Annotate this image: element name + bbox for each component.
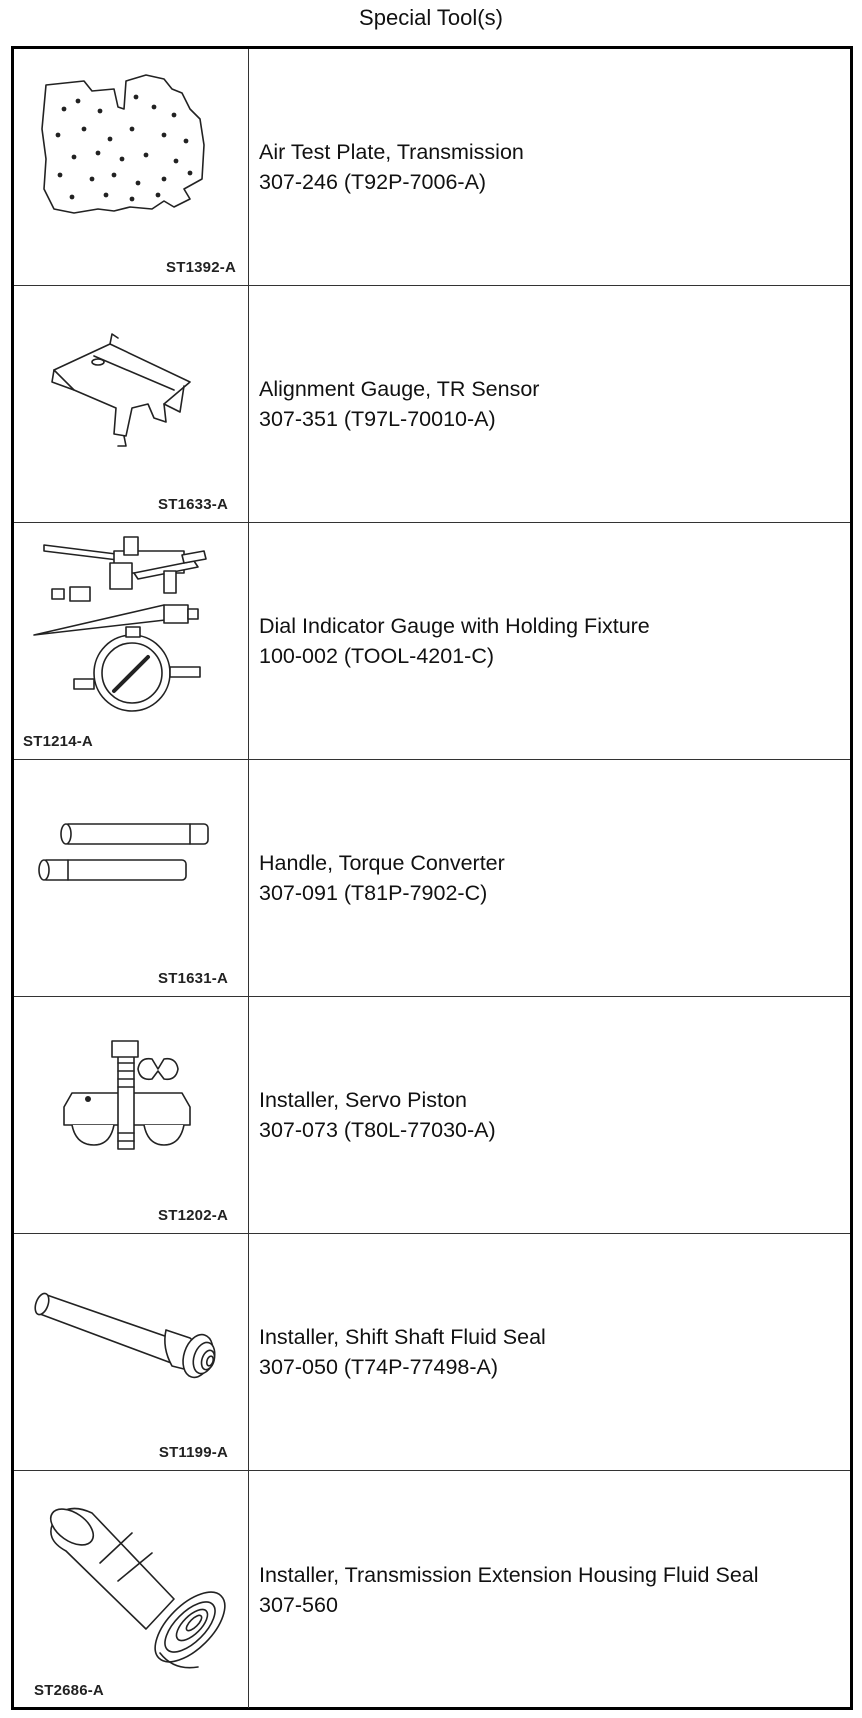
illustration-code: ST1202-A (158, 1207, 228, 1224)
tool-description (259, 1471, 847, 1708)
tool-name: Alignment Gauge, TR Sensor (259, 377, 540, 401)
tool-illustration-cell (14, 1471, 249, 1708)
alignment-gauge-drawing (14, 286, 248, 522)
tool-description (259, 49, 847, 285)
tool-name: Installer, Shift Shaft Fluid Seal (259, 1325, 546, 1349)
dial-indicator-drawing (14, 523, 248, 759)
tool-number: 100-002 (TOOL-4201-C) (259, 644, 495, 668)
tool-row (14, 1234, 850, 1471)
tool-description (259, 523, 847, 759)
illustration-code: ST1633-A (158, 496, 228, 513)
tool-name: Dial Indicator Gauge with Holding Fixture (259, 614, 650, 638)
illustration-code: ST1392-A (166, 259, 236, 276)
tool-illustration-cell (14, 286, 249, 522)
tool-description (259, 1234, 847, 1470)
air-test-plate-drawing (14, 49, 248, 285)
tool-row (14, 49, 850, 286)
illustration-code: ST1631-A (158, 970, 228, 987)
seal-installer-drawing (14, 1234, 248, 1470)
tool-description (259, 997, 847, 1233)
illustration-code: ST1214-A (23, 733, 93, 750)
tool-description (259, 286, 847, 522)
tool-illustration-cell (14, 997, 249, 1233)
tool-row (14, 1471, 850, 1708)
tool-row (14, 997, 850, 1234)
tool-number: 307-351 (T97L-70010-A) (259, 407, 496, 431)
tool-row (14, 286, 850, 523)
tool-illustration-cell (14, 523, 249, 759)
illustration-code: ST1199-A (158, 1444, 228, 1461)
tool-number: 307-246 (T92P-7006-A) (259, 170, 487, 194)
tool-illustration-cell (14, 1234, 249, 1470)
servo-piston-installer-drawing (14, 997, 248, 1233)
extension-seal-installer-drawing (14, 1471, 248, 1707)
tool-number: 307-073 (T80L-77030-A) (259, 1118, 496, 1142)
tool-illustration-cell (14, 49, 249, 285)
illustration-code: ST2686-A (34, 1682, 104, 1699)
tool-name: Installer, Transmission Extension Housing Fluid Seal (259, 1562, 759, 1587)
tool-name: Air Test Plate, Transmission (259, 140, 524, 164)
tool-description (259, 760, 847, 996)
page-title: Special Tool(s) (359, 5, 503, 30)
tool-illustration-cell (14, 760, 249, 996)
handle-drawing (14, 760, 248, 996)
tool-row (14, 760, 850, 997)
tool-name: Installer, Servo Piston (259, 1088, 467, 1112)
tool-number: 307-050 (T74P-77498-A) (259, 1355, 499, 1379)
tool-name: Handle, Torque Converter (259, 851, 505, 875)
tool-number: 307-091 (T81P-7902-C) (259, 881, 488, 905)
special-tools-table (11, 46, 853, 1710)
tool-number: 307-560 (259, 1592, 338, 1617)
tool-row (14, 523, 850, 760)
